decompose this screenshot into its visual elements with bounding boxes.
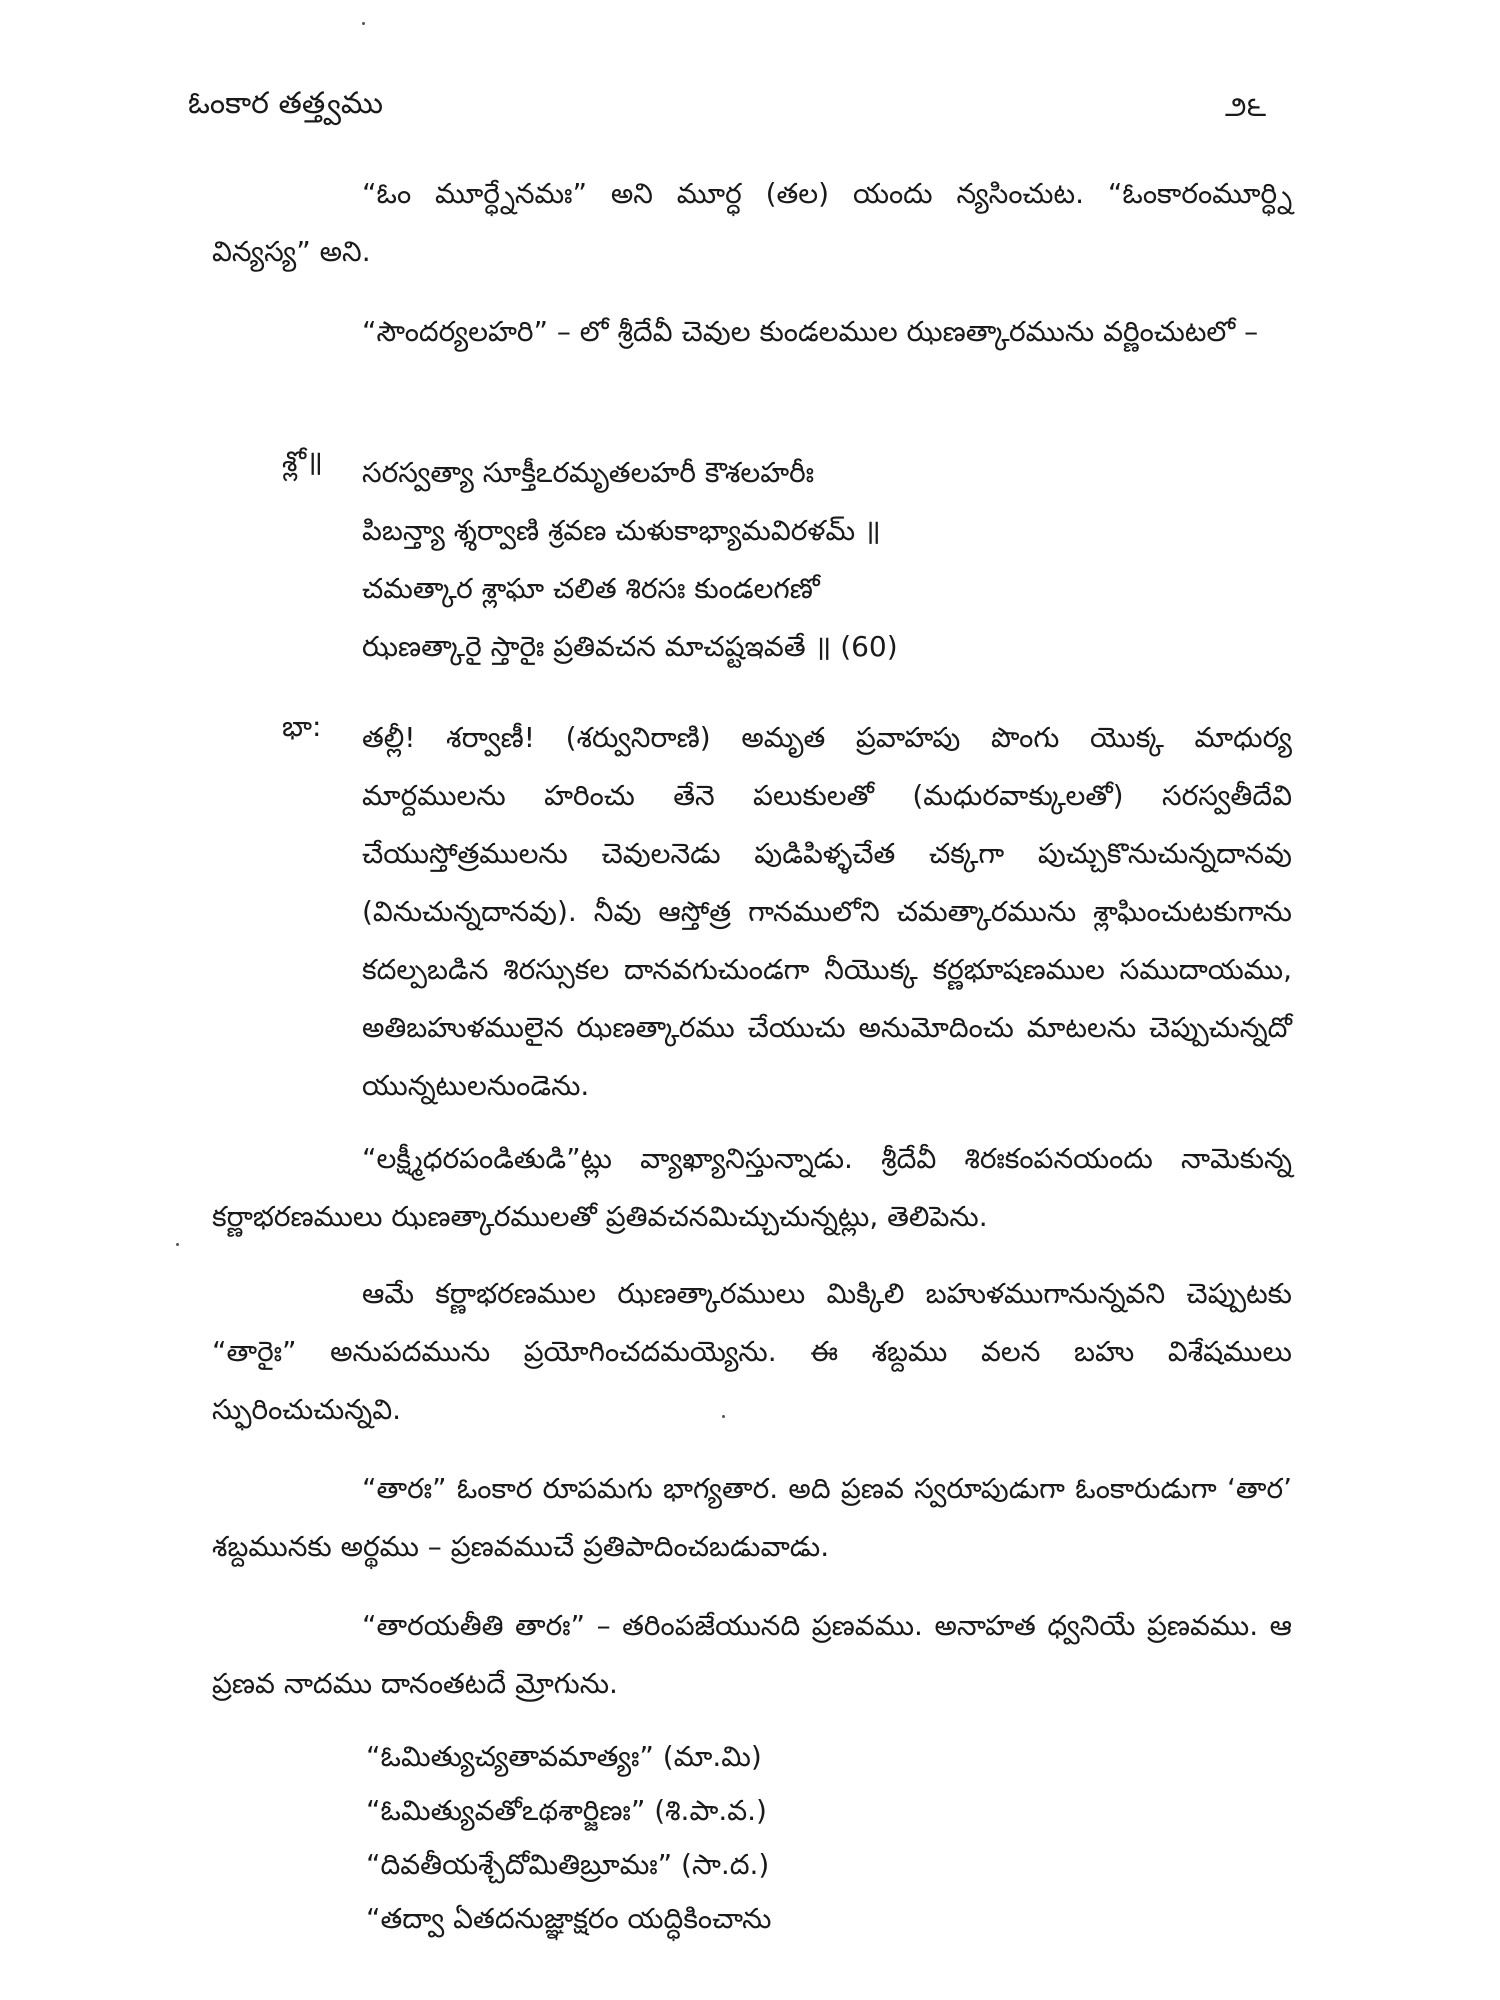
- sloka-line: సరస్వత్యా సూక్తీఽరమృతలహరీ కౌశలహరీః: [362, 456, 815, 489]
- quote-list: [366, 1730, 1266, 1946]
- quote-line: “దివతీయశ్చేదోమితిబ్రూమః” (సా.ద.): [366, 1848, 770, 1881]
- quote-line: “ఓమిత్యుచ్యతావమాత్యః” (మా.మి): [366, 1740, 762, 1773]
- scan-speck: [722, 1415, 725, 1418]
- paragraph-3: “లక్ష్మీధరపండితుడి”ట్లు వ్యాఖ్యానిస్తున్నాడు. శ్రీదేవీ శిరఃకంపనయందు నామెకున్న కర్ణాభరణములు ఝణత్కారములతో ప్రతివచనమిచ్చుచున్నట్లు, తెలిపెను.: [212, 1142, 1292, 1233]
- scan-speck: [362, 22, 365, 25]
- running-title: ఓంకార తత్త్వము: [188, 86, 384, 121]
- bhava-marker: భా:: [282, 710, 322, 743]
- sloka-line: పిబన్త్యా శ్శర్వాణి శ్రవణ చుళుకాభ్యామవిరళమ్ ॥: [362, 514, 881, 547]
- paragraph-5: “తారః” ఓంకార రూపమగు భాగ్యతార. అది ప్రణవ స్వరూపుడుగా ఓంకారుడుగా ‘తార’ శబ్దమునకు అర్థము – ప్రణవముచే ప్రతిపాదించబడువాడు.: [212, 1472, 1292, 1563]
- paragraph-4: ఆమే కర్ణాభరణముల ఝణత్కారములు మిక్కిలి బహుళముగానున్నవని చెప్పుటకు “తారైః” అనుపదమును ప్రయోగించదమయ్యెను. ఈ శబ్దము వలన బహు విశేషములు స్ఫురించుచున్నవి.: [212, 1277, 1292, 1426]
- sloka-line: ఝణత్కారై స్తారైః ప్రతివచన మాచష్టఇవతే ॥ (60): [362, 630, 898, 663]
- sloka-marker: శ్లో॥: [282, 445, 323, 478]
- bhava-text: తల్లీ! శర్వాణీ! (శర్వునిరాణి) అమృత ప్రవాహపు పొంగు యొక్క మాధుర్య మార్దములను హరించు తేనె పలుకులతో (మధురవాక్కులతో) సరస్వతీదేవి చేయుస్తోత్రములను చెవులనెడు పుడిపిళ్ళచేత చక్కగా పుచ్చుకొనుచున్నదానవు (వినుచున్నదానవు). నీవు ఆస్తోత్ర గానములోని చమత్కారమును శ్లాఘించుటకుగాను కదల్పబడిన శిరస్సుకల దానవగుచుండగా నీయొక్క కర్ణభూషణముల సముదాయము, అతిబహుళములైన ఝణత్కారము చేయుచు అనుమోదించు మాటలను చెప్పుచున్నదో యున్నటులనుండెను.: [362, 721, 1292, 1102]
- quote-line: “తద్వా ఏతదనుజ్ఞాక్షరం యద్ధికించాను: [366, 1902, 772, 1935]
- sloka-lines: [362, 444, 1282, 676]
- quote-line: “ఓమిత్యువతోఽథశార్జిణః” (శి.పా.వ.): [366, 1794, 767, 1827]
- paragraph-6: “తారయతీతి తారః” – తరింపజేయునది ప్రణవము. అనాహత ధ్వనియే ప్రణవము. ఆ ప్రణవ నాదము దానంతటదే మ్రోగును.: [212, 1609, 1292, 1700]
- sloka-line: చమత్కార శ్లాఘా చలిత శిరసః కుండలగణో: [362, 572, 820, 605]
- page-number: ౨౬: [1225, 90, 1267, 123]
- paragraph-2: “సౌందర్యలహరి” – లో శ్రీదేవీ చెవుల కుండలముల ఝణత్కారమును వర్ణించుటలో –: [362, 315, 1259, 348]
- scan-speck: [176, 1243, 179, 1246]
- paragraph-1: “ఓం మూర్ధ్నేనమః” అని మూర్ధ (తల) యందు న్యసించుట. “ఓంకారంమూర్ధ్ని విన్యస్య” అని.: [212, 177, 1292, 268]
